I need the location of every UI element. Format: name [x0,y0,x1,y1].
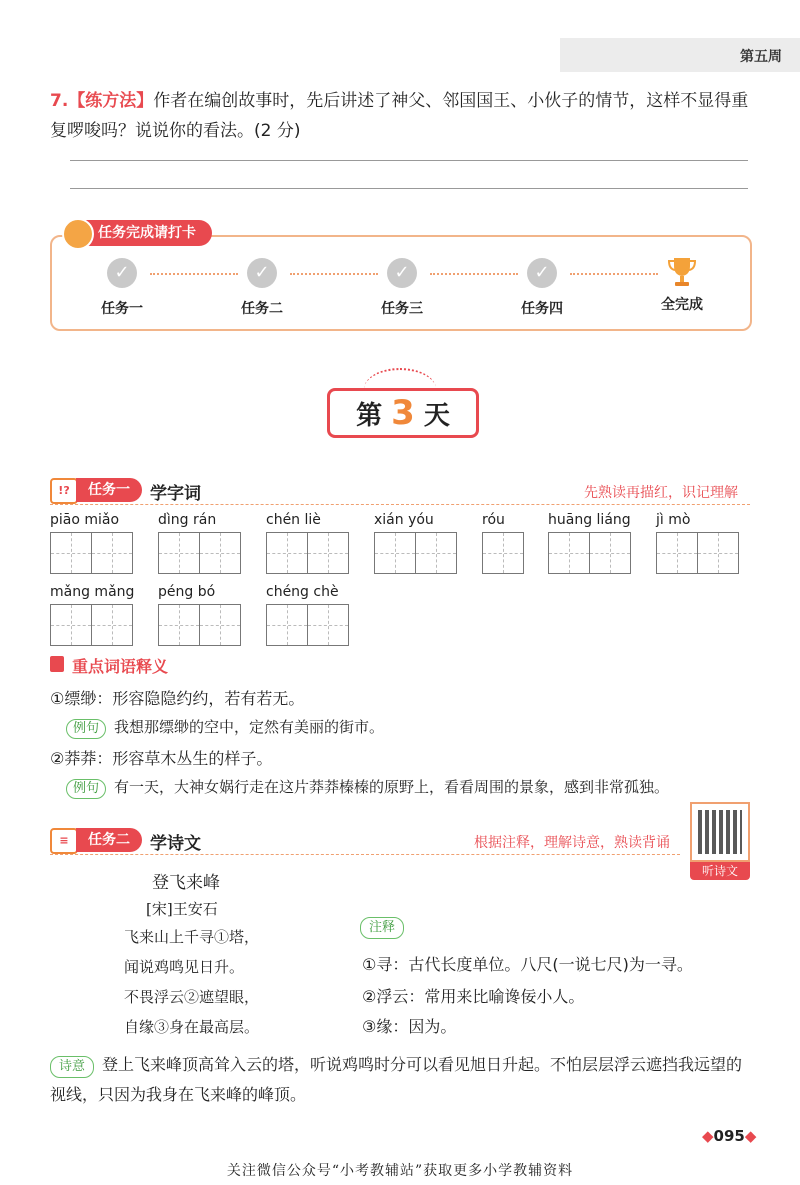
week-label: 第五周 [740,49,782,65]
writing-cell[interactable] [266,604,308,646]
vocab-term-2: ②莽莽：形容草木丛生的样子。 [50,749,273,768]
check-icon: ✓ [247,258,277,288]
writing-cell[interactable] [158,604,200,646]
pinyin-label: chén liè [266,512,321,528]
writing-cell[interactable] [656,532,698,574]
writing-cell[interactable] [158,532,200,574]
pinyin-label: piāo miǎo [50,512,120,528]
pinyin-word [656,512,739,574]
poem-meaning [50,1050,750,1110]
pinyin-label: jì mò [656,512,691,528]
question-number: 7. [50,91,69,111]
pinyin-word [158,584,241,646]
pinyin-label: mǎng mǎng [50,584,135,600]
writing-cell[interactable] [482,532,524,574]
day-number: 3 [391,393,415,433]
example-1 [66,716,384,739]
day-suffix: 天 [423,401,450,431]
pinyin-word [482,512,524,574]
writing-cell[interactable] [548,532,590,574]
qr-code[interactable] [690,802,750,862]
check-icon: ✓ [527,258,557,288]
listen-poem-button[interactable]: 听诗文 [690,862,750,880]
note-1: ①寻：古代长度单位。八尺(一说七尺)为一寻。 [362,955,693,974]
writing-cell[interactable] [92,532,133,574]
example-tag: 例句 [66,719,106,739]
answer-line-2[interactable] [70,188,748,189]
writing-cell[interactable] [308,604,349,646]
footer-note: 关注微信公众号“小考教辅站”获取更多小学教辅资料 [226,1163,574,1179]
medal-icon [62,218,94,250]
pinyin-label: chéng chè [266,584,339,600]
writing-cell[interactable] [92,604,133,646]
notes-tag-wrap [360,916,404,939]
example-tag: 例句 [66,779,106,799]
step-label: 任务三 [381,301,423,317]
day-prefix: 第 [356,401,383,431]
pinyin-word [548,512,631,574]
task1-tag: 任务一 [76,478,142,502]
writing-cell[interactable] [50,532,92,574]
poem-line-2: 闻说鸡鸣见日升。 [124,958,245,976]
book-icon [50,656,64,672]
task2-divider [50,854,680,855]
meaning-tag: 诗意 [50,1056,94,1078]
question-tag: 【练方法】 [68,91,154,111]
task2-hint: 根据注释，理解诗意，熟读背诵 [474,835,670,851]
vocab-heading: 重点词语释义 [72,657,169,676]
vocab-term-1: ①缥缈：形容隐隐约约，若有若无。 [50,689,305,708]
task1-hint: 先熟读再描红，识记理解 [584,485,738,501]
note-2: ②浮云：常用来比喻谗佞小人。 [362,987,585,1006]
pinyin-word [374,512,457,574]
example-text: 我想那缥缈的空中，定然有美丽的街市。 [114,718,385,736]
answer-line-1[interactable] [70,160,748,161]
question-icon: !? [50,478,78,504]
task1-title: 学字词 [150,484,201,504]
qr-pattern [698,810,742,854]
pinyin-word [50,512,133,574]
poem-line-1: 飞来山上千寻①塔， [124,928,260,946]
writing-cell[interactable] [266,532,308,574]
writing-cell[interactable] [50,604,92,646]
pinyin-label: péng bó [158,584,216,600]
checkin-step-final[interactable] [642,256,722,314]
pinyin-label: huāng liáng [548,512,631,528]
writing-cell[interactable] [698,532,739,574]
pinyin-label: dìng rán [158,512,217,528]
poem-line-4: 自缘③身在最高层。 [124,1018,260,1036]
pinyin-word [158,512,241,574]
pinyin-word [266,584,349,646]
diamond-icon: ◆ [744,1127,757,1145]
diamond-icon: ◆ [702,1127,714,1145]
question-7 [50,86,760,146]
writing-cell[interactable] [200,604,241,646]
pinyin-label: róu [482,512,505,528]
step-label: 任务一 [101,301,143,317]
trophy-icon [667,256,697,286]
page-number-value: 095 [713,1127,745,1145]
example-2 [66,776,669,799]
step-label: 任务二 [241,301,283,317]
checkin-title: 任务完成请打卡 [68,220,212,246]
writing-cell[interactable] [374,532,416,574]
step-label: 全完成 [661,297,703,313]
writing-cell[interactable] [200,532,241,574]
poem-title: 登飞来峰 [152,873,220,893]
checkin-step-1[interactable] [82,258,162,318]
poem-line-3: 不畏浮云②遮望眼， [124,988,260,1006]
meaning-text: 登上飞来峰顶高耸入云的塔，听说鸡鸣时分可以看见旭日升起。不怕层层浮云遮挡我远望的视线，只因为我身在飞来峰的峰顶。 [50,1055,743,1104]
day-title [327,388,479,438]
poem-author: [宋]王安石 [146,900,218,918]
writing-cell[interactable] [590,532,631,574]
task2-title: 学诗文 [150,834,201,854]
question-text: 作者在编创故事时，先后讲述了神父、邻国国王、小伙子的情节，这样不显得重复啰唆吗？说说你的看法。(2 分) [50,91,749,141]
task1-divider [50,504,750,505]
notes-tag: 注释 [360,917,404,939]
task2-tag: 任务二 [76,828,142,852]
checkin-step-3[interactable] [362,258,442,318]
step-label: 任务四 [521,301,563,317]
check-icon: ✓ [107,258,137,288]
note-3: ③缘：因为。 [362,1017,457,1036]
page-number [702,1127,756,1145]
pinyin-word [50,584,134,646]
scroll-icon: ≡ [50,828,78,854]
pinyin-label: xián yóu [374,512,434,528]
pinyin-word [266,512,349,574]
check-icon: ✓ [387,258,417,288]
writing-cell[interactable] [308,532,349,574]
example-text: 有一天，大神女娲行走在这片莽莽榛榛的原野上，看看周围的景象，感到非常孤独。 [114,778,670,796]
checkin-step-4[interactable] [502,258,582,318]
checkin-step-2[interactable] [222,258,302,318]
writing-cell[interactable] [416,532,457,574]
